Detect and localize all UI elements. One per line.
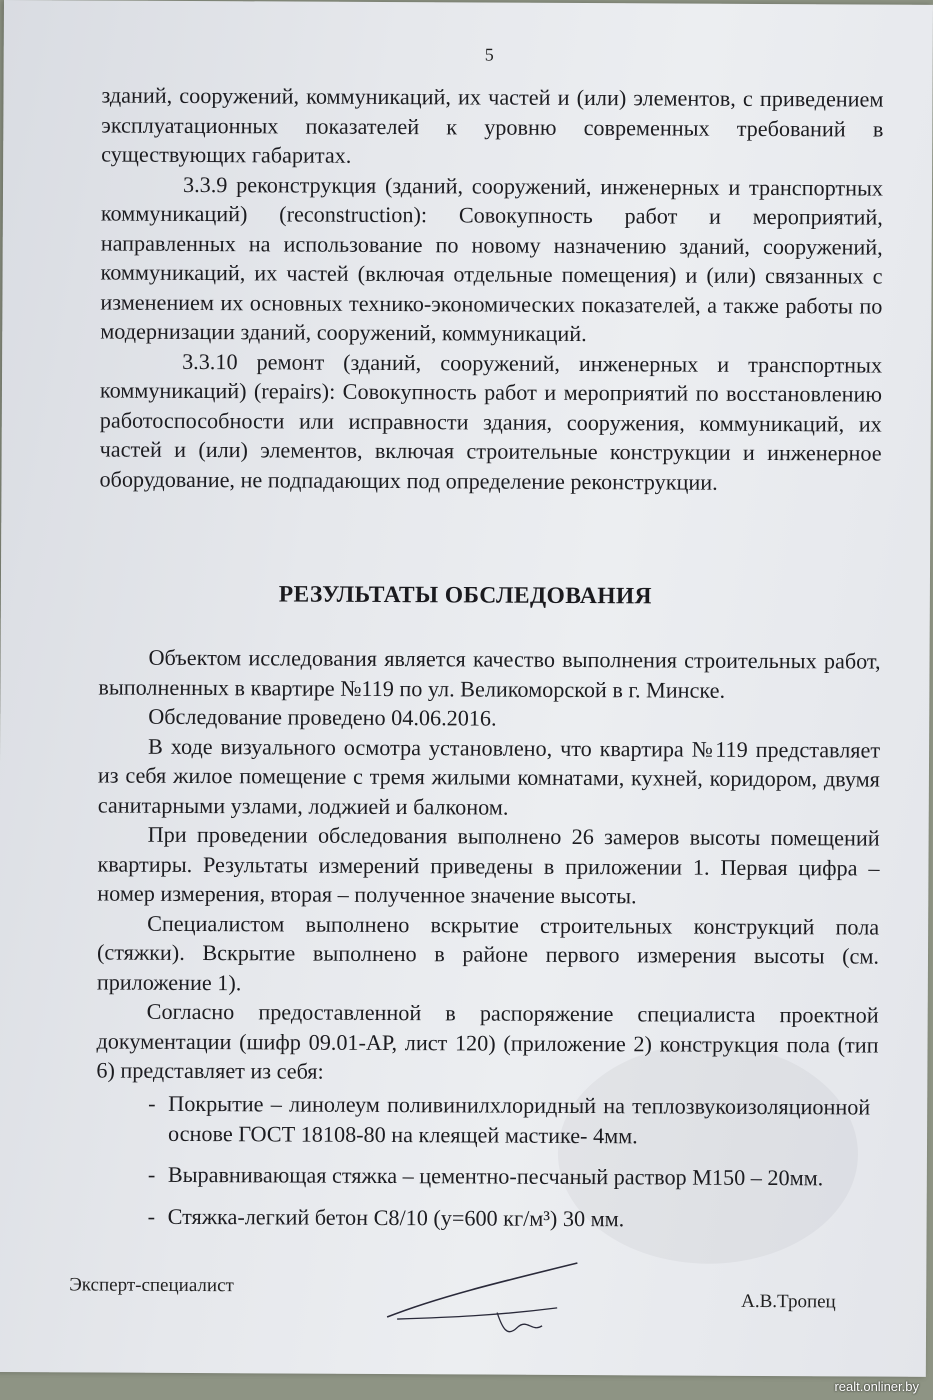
list-item <box>148 1201 870 1234</box>
results-paragraph-date: Обследование проведено 04.06.2016. <box>148 703 497 731</box>
section-title: РЕЗУЛЬТАТЫ ОБСЛЕДОВАНИЯ <box>278 581 653 610</box>
handwritten-signature <box>377 1257 597 1348</box>
results-paragraph-measurements: При проведении обследования выполнено 26 замеров высоты помещений квартиры. Результаты измерений приведены в приложении 1. Первая цифра – номер измерения, вторая – полученное значение высоты. <box>97 821 880 909</box>
results-paragraph-opening: Специалистом выполнено вскрытие строительных конструкций пола (стяжки). Вскрытие выполнено в районе первого измерения высоты (см. приложение 1). <box>96 910 880 995</box>
definitions-section <box>99 81 883 498</box>
floor-layer-leveling-screed: Выравнивающая стяжка – цементно-песчаный раствор М150 – 20мм. <box>167 1161 824 1191</box>
results-paragraph-inspection: В ходе визуального осмотра установлено, что квартира №119 представляет из себя жилое помещение с тремя жилыми комнатами, кухней, коридором, двумя санитарными узлами, лоджией и балконом. <box>97 733 881 820</box>
results-paragraph-design: Согласно предоставленной в распоряжение специалиста проектной документации (шифр 09.01-АР, лист 120) (приложение 2) конструкция пола (тип 6) представляет из себя: <box>96 998 879 1084</box>
definition-reconstruction: 3.3.9 реконструкция (зданий, сооружений, инженерных и транспортных коммуникаций) (reconstruction): Совокупность работ и мероприятий, направленных на использование по новому назначению зданий, сооружений, коммуникаций, их частей (включая отдельные помещения) и (или) связанных с изменением их основных технико-экономических показателей, а также работы по модернизации зданий, сооружений, коммуникаций. <box>100 171 884 347</box>
floor-layers-list <box>147 1089 870 1247</box>
signature-role: Эксперт-специалист <box>69 1274 234 1297</box>
list-item <box>148 1089 870 1152</box>
floor-layer-covering: Покрытие – линолеум поливинилхлоридный на теплозвукоизоляционной основе ГОСТ 18108-80 на клеящей мастике- 4мм. <box>168 1090 871 1148</box>
results-paragraph-object: Объектом исследования является качество выполнения строительных работ, выполненных в квартире №119 по ул. Великоморской в г. Минске. <box>98 644 881 703</box>
list-marker: - <box>147 1203 156 1229</box>
page-number: 5 <box>484 44 494 65</box>
signature-name: А.В.Тропец <box>741 1290 836 1313</box>
list-item <box>148 1160 870 1193</box>
continuation-paragraph: зданий, сооружений, коммуникаций, их частей и (или) элементов, с приведением эксплуатационных показателей к уровню современных требований в существующих габаритах. <box>101 82 884 168</box>
list-marker: - <box>147 1161 156 1187</box>
list-marker: - <box>148 1090 156 1116</box>
floor-layer-concrete-screed: Стяжка-легкий бетон С8/10 (у=600 кг/м³) 30 мм. <box>167 1203 625 1231</box>
watermark: realt.onliner.by <box>834 1379 919 1394</box>
results-section <box>96 643 880 1090</box>
definition-repairs: 3.3.10 ремонт (зданий, сооружений, инженерных и транспортных коммуникаций) (repairs): Совокупность работ и мероприятий по восстановлению работоспособности или исправности здания, сооружения, коммуникаций, их частей и (или) элементов, включая строительные конструкции и инженерное оборудование, не подпадающих под определение реконструкции. <box>99 348 883 495</box>
